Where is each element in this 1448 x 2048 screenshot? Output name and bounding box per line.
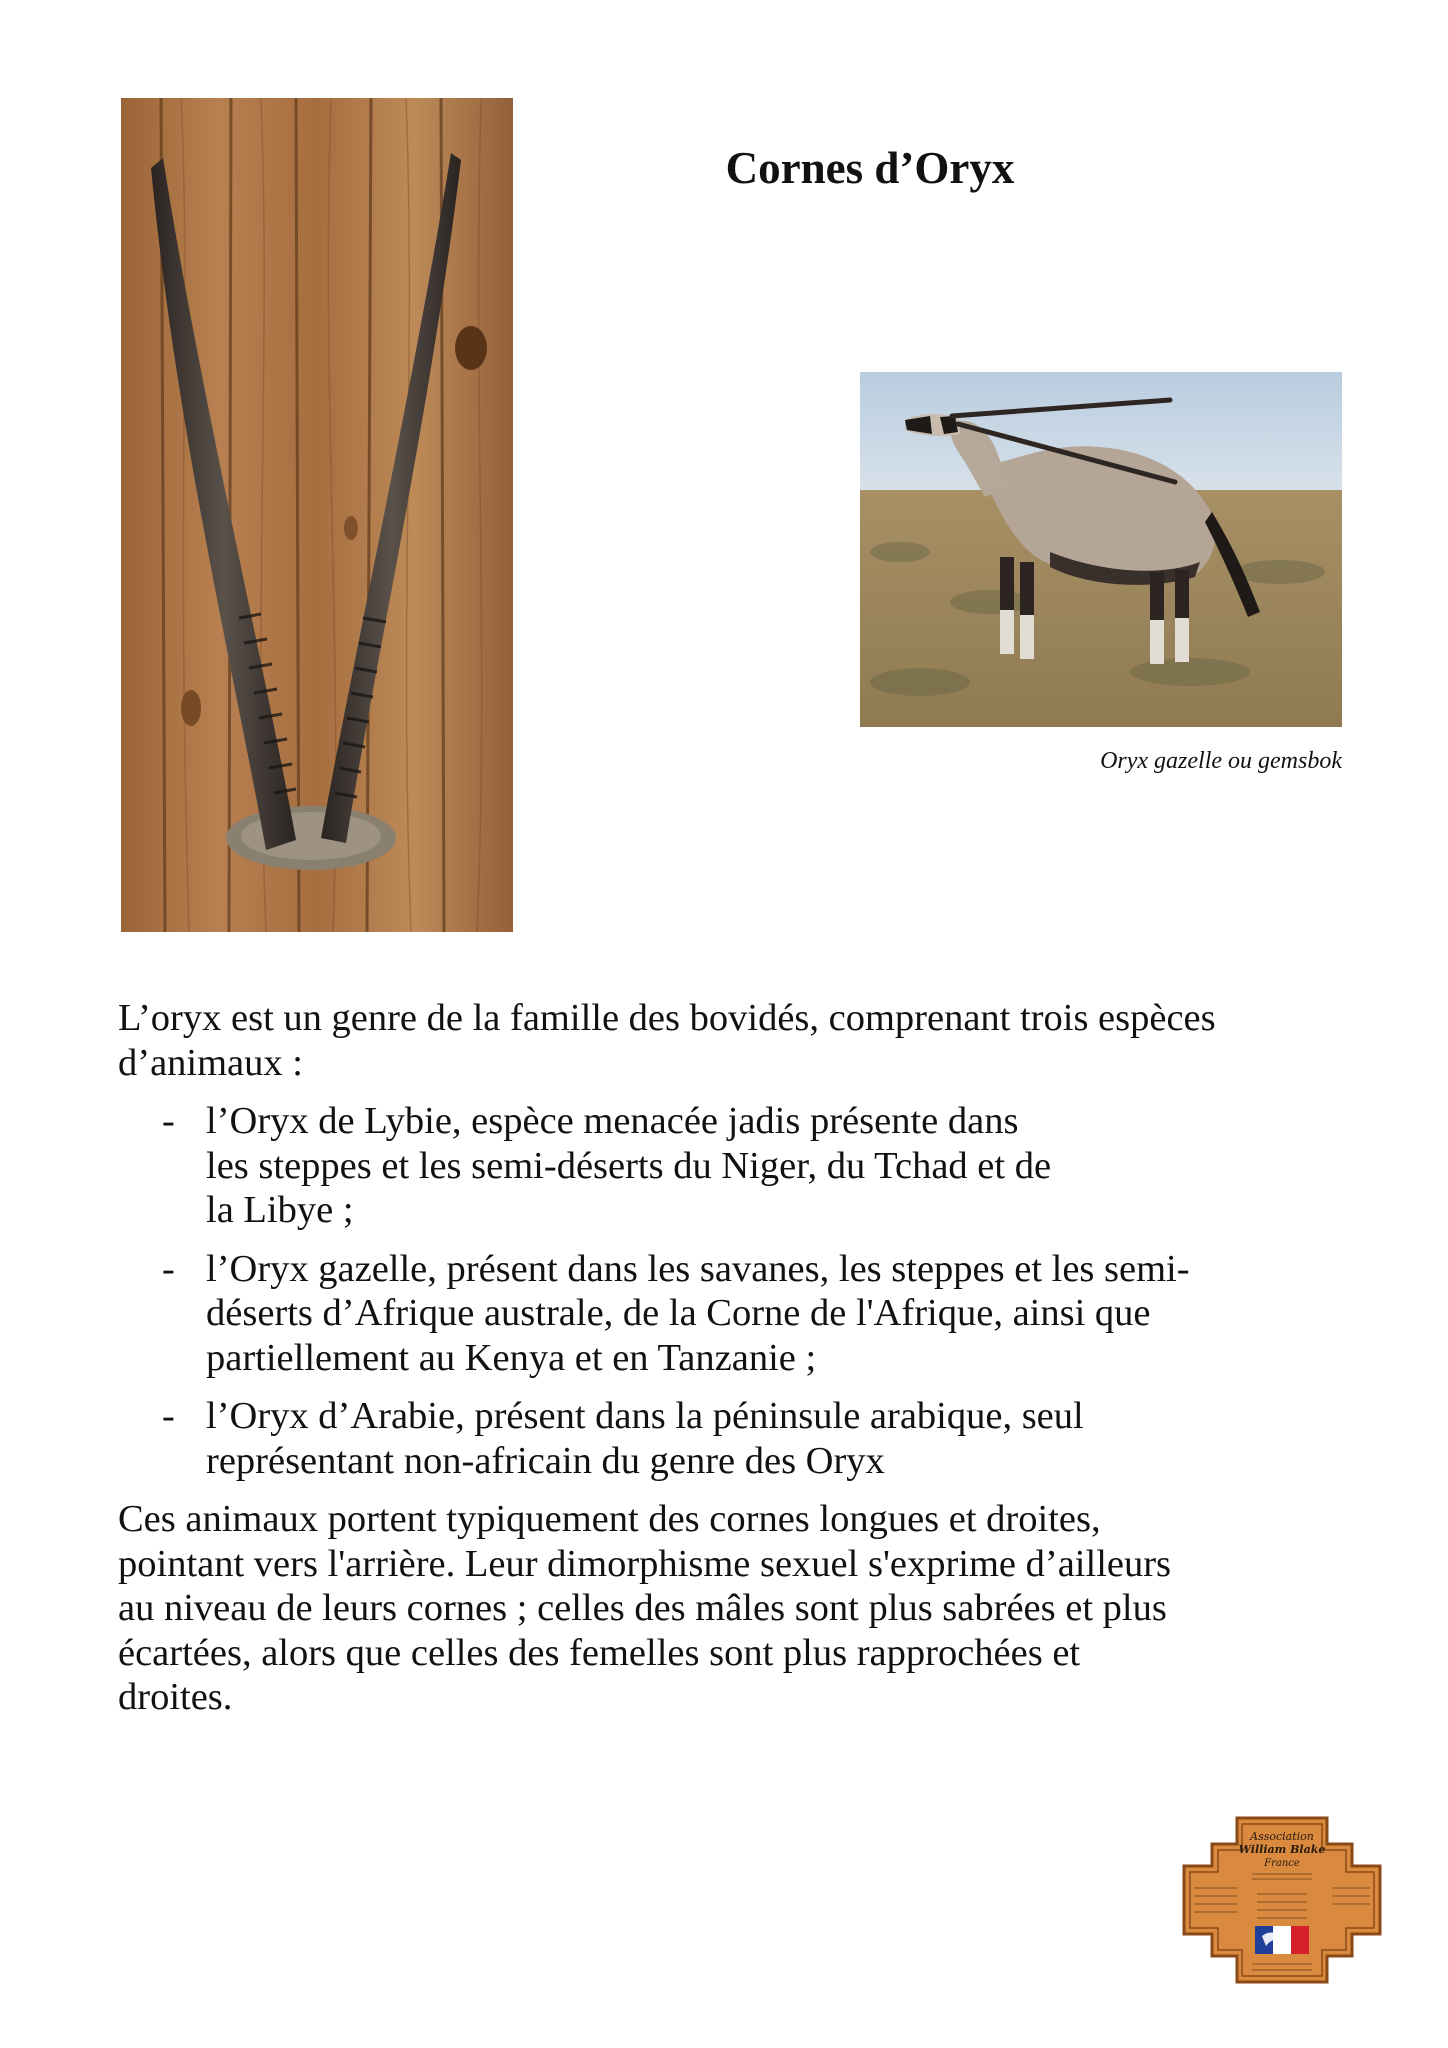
svg-text:William Blake: William Blake bbox=[1238, 1843, 1326, 1856]
list-marker: - bbox=[162, 1395, 175, 1437]
page-title: Cornes d’Oryx bbox=[725, 143, 1015, 193]
species-list bbox=[118, 1099, 1348, 1483]
photo-caption: Oryx gazelle ou gemsbok bbox=[1100, 748, 1342, 774]
svg-text:Association: Association bbox=[1250, 1830, 1314, 1843]
horns-illustration bbox=[121, 98, 513, 932]
conclusion-paragraph: Ces animaux portent typiquement des cornes longues et droites, pointant vers l'arrière. Leur dimorphisme sexuel s'exprime d’ailleurs au niveau de leurs cornes ; celles des mâles sont plus sabrées et plus écartées, alors que celles des femelles sont plus rapprochées et droites. bbox=[118, 1498, 1172, 1718]
intro-paragraph: L’oryx est un genre de la famille des bovidés, comprenant trois espèces d’animaux : bbox=[118, 997, 1216, 1084]
body-text bbox=[118, 996, 1348, 1720]
association-stamp-logo bbox=[1182, 1816, 1382, 1984]
svg-text:France: France bbox=[1264, 1858, 1300, 1869]
list-item: - l’Oryx d’Arabie, présent dans la péninsule arabique, seul représentant non-africain du genre des Oryx bbox=[162, 1395, 1084, 1482]
list-marker: - bbox=[162, 1247, 175, 1290]
oryx-photo bbox=[860, 372, 1342, 727]
oryx-illustration bbox=[860, 372, 1342, 727]
list-item: - l’Oryx gazelle, présent dans les savanes, les steppes et les semi- déserts d’Afrique australe, de la Corne de l'Afrique, ainsi que partiellement au Kenya et en Tanzanie ; bbox=[162, 1247, 1190, 1379]
horns-photo bbox=[121, 98, 513, 932]
list-item: - l’Oryx de Lybie, espèce menacée jadis présente dans les steppes et les semi-déserts du Niger, du Tchad et de la Libye ; bbox=[162, 1100, 1052, 1231]
list-marker: - bbox=[162, 1100, 175, 1142]
